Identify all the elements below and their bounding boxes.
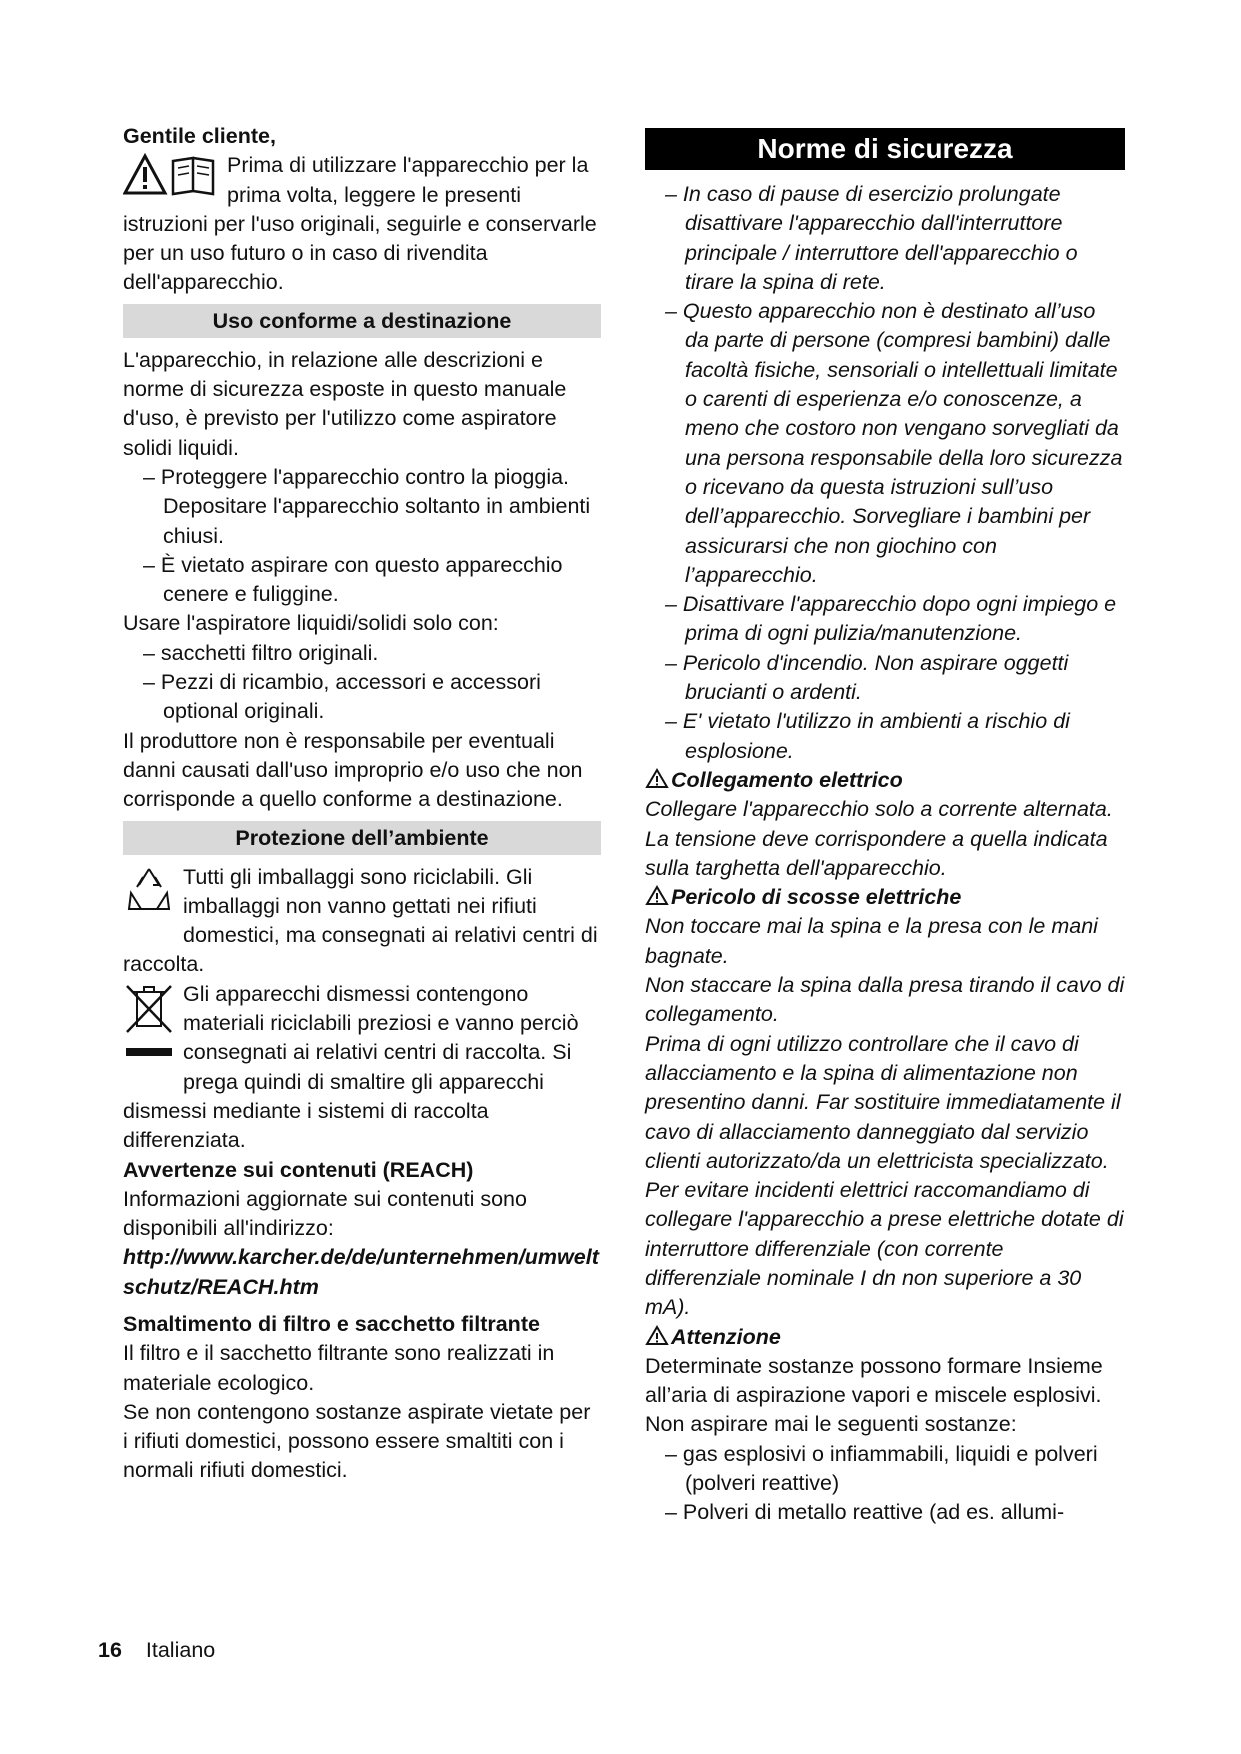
uso-paragraph: Il produttore non è responsabile per eventuali danni causati dall'uso improprio e/o uso che non corrisponde a quello conforme a destinazione. [123, 728, 583, 812]
pericolo-text: Non toccare mai la spina e la presa con le mani bagnate. [645, 914, 1098, 968]
warning-icon [645, 1325, 669, 1346]
list-item: – Pezzi di ricambio, accessori e accessori optional originali. [143, 670, 541, 724]
heading-attenzione: Attenzione [645, 1323, 1125, 1352]
section-title-ambiente: Protezione dell’ambiente [123, 821, 601, 855]
list-item: – Disattivare l'apparecchio dopo ogni impiego e prima di ogni pulizia/manutenzione. [665, 592, 1117, 646]
weee-text: Gli apparecchi dismessi contengono materiali riciclabili preziosi e vanno perciò consegnati ai relativi centri di raccolta. Si prega quindi di smaltire gli apparecchi dismessi mediante i sistemi di raccolta differenziata. [123, 981, 579, 1153]
pericolo-text: Non staccare la spina dalla presa tirando il cavo di collegamento. [645, 973, 1125, 1027]
pericolo-text: Prima di ogni utilizzo controllare che il cavo di allacciamento e la spina di alimentazione non presentino danni. Far sostituire immediatamente il cavo di allacciamento danneggiato dal servizio clienti autorizzato/da un elettricista specializzato. [645, 1031, 1121, 1173]
pericolo-text: Per evitare incidenti elettrici raccomandiamo di collegare l'apparecchio a prese elettriche dotate di interruttore differenziale (con corrente differenziale nominale I dn non superiore a 30 mA). [645, 1178, 1124, 1320]
weee-block [123, 980, 601, 1156]
safety-title: Norme di sicurezza [645, 128, 1125, 170]
filter-text: Se non contengono sostanze aspirate vietate per i rifiuti domestici, possono essere smaltiti con i normali rifiuti domestici. [123, 1399, 591, 1483]
filter-title: Smaltimento di filtro e sacchetto filtrante [123, 1311, 540, 1336]
list-item: – Proteggere l'apparecchio contro la pioggia. Depositare l'apparecchio soltanto in ambienti chiusi. [143, 464, 591, 548]
uso-paragraph: L'apparecchio, in relazione alle descrizioni e norme di sicurezza esposte in questo manuale d'uso, è previsto per l'utilizzo come aspiratore solidi liquidi. [123, 347, 567, 460]
list-item: – gas esplosivi o infiammabili, liquidi e polveri (polveri reattive) [665, 1441, 1098, 1496]
attenzione-text: Non aspirare mai le seguenti sostanze: [645, 1412, 1017, 1437]
right-column [645, 122, 1125, 1528]
uso-paragraph: Usare l'aspiratore liquidi/solidi solo con: [123, 611, 499, 636]
heading-collegamento: Collegamento elettrico [645, 766, 1125, 795]
list-item: – Pericolo d'incendio. Non aspirare oggetti brucianti o ardenti. [665, 650, 1069, 705]
reach-link[interactable]: http://www.karcher.de/de/unternehmen/umweltschutz/REACH.htm [123, 1245, 599, 1299]
page-number: 16 [98, 1638, 122, 1662]
warning-manual-icon [123, 153, 219, 205]
crossed-bin-icon [123, 982, 175, 1068]
list-item: – sacchetti filtro originali. [143, 640, 379, 665]
warning-icon [645, 885, 669, 906]
recycle-icon [123, 865, 175, 923]
section-title-uso: Uso conforme a destinazione [123, 304, 601, 338]
list-item: – Questo apparecchio non è destinato all’uso da parte di persone (compresi bambini) dalle facoltà fisiche, sensoriali o intellettuali limitate o carenti di esperienza e/o conoscenze, a meno che costoro non vengano sorvegliati da una persona responsabile della loro sicurezza o ricevano da questa istruzioni sull’uso dell’apparecchio. Sorvegliare i bambini per assicurarsi che non giochino con l’apparecchio. [665, 299, 1123, 587]
warning-icon [645, 768, 669, 789]
reach-text: Informazioni aggiornate sui contenuti sono disponibili all'indirizzo: [123, 1186, 527, 1241]
attenzione-text: Determinate sostanze possono formare Insieme all’aria di aspirazione vapori e miscele esplosivi. [645, 1353, 1103, 1408]
intro-text: Prima di utilizzare l'apparecchio per la prima volta, leggere le presenti istruzioni per l'uso originali, seguirle e conservarle per un uso futuro o in caso di rivendita dell'apparecchio. [123, 153, 597, 295]
collegamento-text: Collegare l'apparecchio solo a corrente alternata. La tensione deve corrispondere a quella indicata sulla targhetta dell'apparecchio. [645, 797, 1113, 880]
intro-block [123, 151, 601, 297]
list-item: – In caso di pause di esercizio prolungate disattivare l'apparecchio dall'interruttore principale / interruttore dell'apparecchio o tirare la spina di rete. [665, 182, 1078, 294]
filter-text: Il filtro e il sacchetto filtrante sono realizzati in materiale ecologico. [123, 1341, 555, 1395]
list-item: – Polveri di metallo reattive (ad es. allumi- [665, 1500, 1065, 1525]
greeting: Gentile cliente, [123, 124, 276, 148]
reach-title: Avvertenze sui contenuti (REACH) [123, 1157, 474, 1182]
recycle-text: Tutti gli imballaggi sono riciclabili. Gli imballaggi non vanno gettati nei rifiuti domestici, ma consegnati ai relativi centri di raccolta. [123, 864, 598, 977]
heading-pericolo: Pericolo di scosse elettriche [645, 883, 1125, 912]
list-item: – E' vietato l'utilizzo in ambienti a rischio di esplosione. [665, 709, 1070, 763]
list-item: – È vietato aspirare con questo apparecchio cenere e fuliggine. [143, 552, 563, 607]
footer-language: Italiano [145, 1638, 216, 1662]
left-column [123, 122, 601, 1486]
recycle-block [123, 863, 601, 980]
page-footer [98, 1638, 215, 1663]
